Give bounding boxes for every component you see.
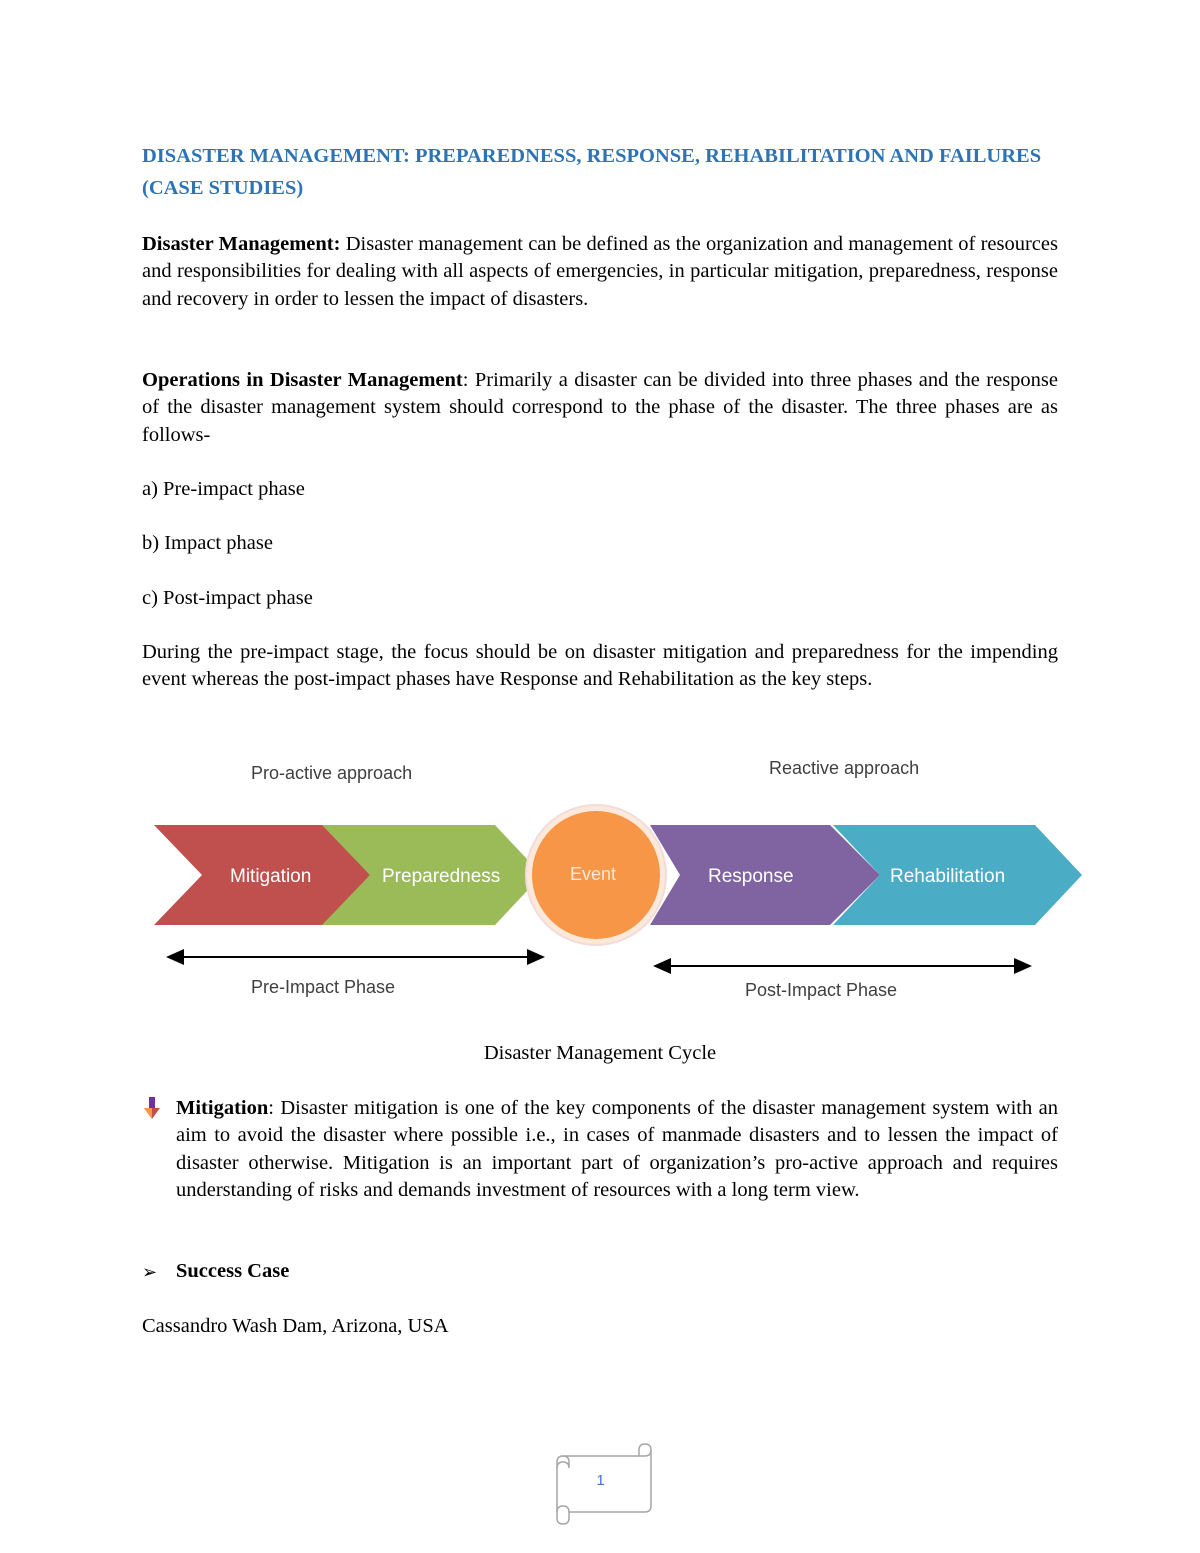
focus-paragraph: During the pre-impact stage, the focus should be on disaster mitigation and preparedness for the impending event whereas the post-impact phases have Response and Rehabilitation as the key steps. [142,641,1058,691]
operations-text: : Primarily a disaster can be divided into three phases and the response of the disaster management system should correspond to the phase of the disaster. The three phases are as follows- [142,369,1058,446]
operations-term: Operations in Disaster Management [142,369,463,391]
mitigation-label: Mitigation [230,866,312,887]
operations-paragraph [142,367,1058,449]
mitigation-bullet-text: : Disaster mitigation is one of the key components of the disaster management system with an aim to avoid the disaster where possible i.e., in cases of manmade disasters and to lessen the impact of disaster otherwise. Mitigation is an important part of organization’s pro-active approach and requires understanding of risks and demands investment of resources with a long term view. [176,1097,1058,1201]
phase-item-post-impact: c) Post-impact phase [142,587,313,609]
rehabilitation-label: Rehabilitation [890,866,1006,887]
proactive-approach-label: Pro-active approach [251,763,413,783]
document-title: DISASTER MANAGEMENT: PREPAREDNESS, RESPONSE, REHABILITATION AND FAILURES (CASE STUDIES) [142,145,1042,199]
pre-impact-phase-label: Pre-Impact Phase [251,977,396,997]
response-label: Response [708,866,794,887]
definition-term: Disaster Management: [142,233,341,255]
preparedness-label: Preparedness [382,866,501,887]
phase-item-impact: b) Impact phase [142,532,273,554]
arrowhead-bullet-icon: ➢ [142,1262,158,1283]
definition-paragraph [142,231,1058,313]
page-number-scroll [543,1440,658,1525]
down-arrow-bullet-icon [142,1097,162,1121]
post-impact-phase-label: Post-Impact Phase [745,980,898,1000]
phase-item-pre-impact: a) Pre-impact phase [142,478,305,500]
mitigation-bullet-term: Mitigation [176,1097,269,1119]
diagram-caption: Disaster Management Cycle [483,1042,717,1064]
page-number: 1 [596,1472,605,1489]
success-case-heading: Success Case [176,1260,290,1282]
case-location: Cassandro Wash Dam, Arizona, USA [142,1315,449,1337]
event-label: Event [570,864,617,884]
disaster-management-cycle-diagram [150,745,1085,1015]
definition-text: Disaster management can be defined as the organization and management of resources and responsibilities for dealing with all aspects of emergencies, in particular mitigation, preparedness, response and recovery in order to lessen the impact of disasters. [142,233,1058,310]
mitigation-bullet-paragraph [176,1095,1058,1204]
reactive-approach-label: Reactive approach [769,758,920,778]
